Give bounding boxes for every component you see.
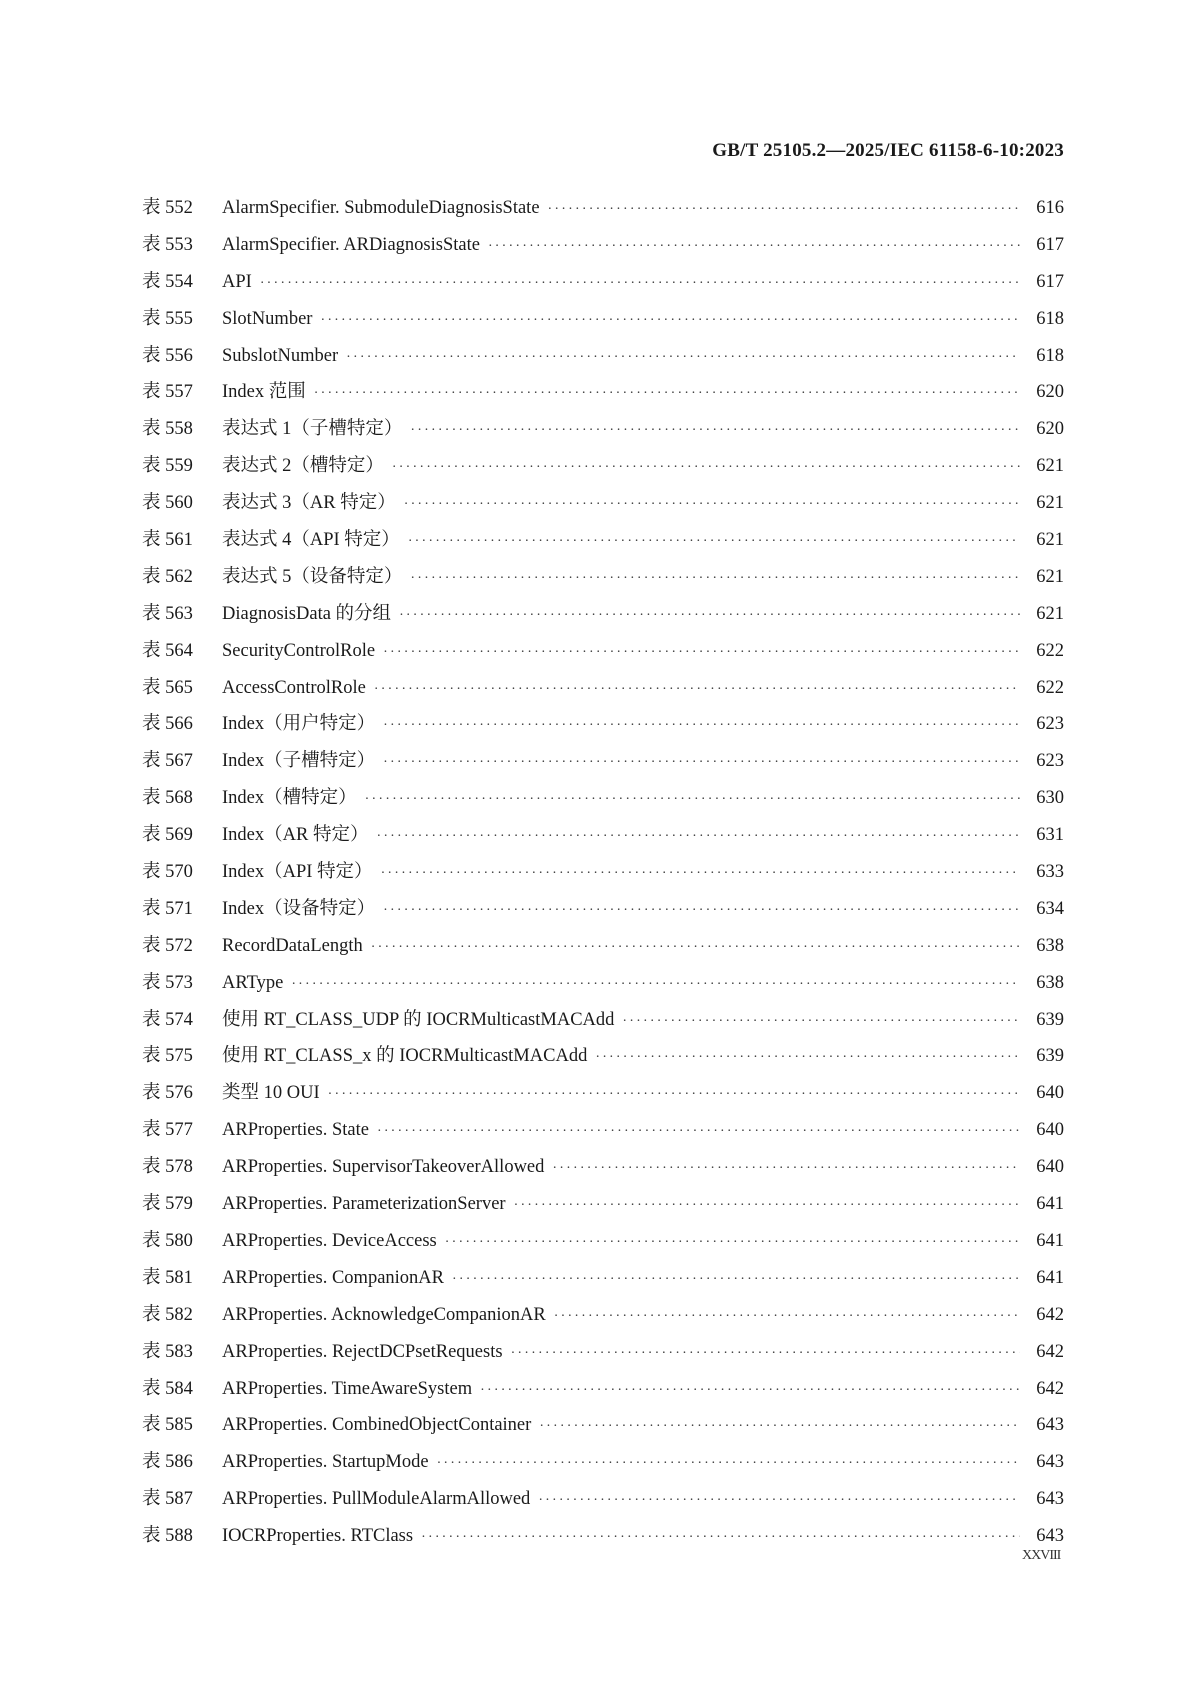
toc-entry-number: 表 572 bbox=[142, 935, 193, 956]
toc-entry-page: 622 bbox=[1036, 677, 1064, 698]
toc-entry-number: 表 586 bbox=[142, 1452, 193, 1473]
toc-entry-page: 630 bbox=[1036, 788, 1064, 809]
toc-entry-title: 表达式 4（API 特定） bbox=[222, 530, 400, 551]
toc-entry-number: 表 566 bbox=[142, 714, 193, 735]
toc-entry-page: 633 bbox=[1036, 862, 1064, 883]
toc-entry[interactable] bbox=[142, 743, 1064, 780]
toc-entry-title: Index（槽特定） bbox=[222, 788, 357, 809]
dot-leader bbox=[408, 524, 1020, 561]
toc-entry[interactable] bbox=[142, 1297, 1064, 1334]
toc-entry-title: ARProperties. TimeAwareSystem bbox=[222, 1378, 473, 1399]
dot-leader bbox=[383, 708, 1020, 745]
toc-entry-number: 表 552 bbox=[142, 198, 193, 218]
dot-leader bbox=[314, 376, 1020, 413]
toc-entry-title: ARProperties. DeviceAccess bbox=[222, 1230, 437, 1251]
toc-entry-number: 表 574 bbox=[142, 1009, 193, 1030]
toc-entry-number: 表 577 bbox=[142, 1120, 193, 1141]
toc-entry-page: 638 bbox=[1036, 972, 1064, 993]
dot-leader bbox=[383, 893, 1020, 930]
toc-entry-number: 表 564 bbox=[142, 640, 193, 661]
toc-entry-page: 640 bbox=[1036, 1083, 1064, 1104]
toc-entry-number: 表 575 bbox=[142, 1046, 193, 1067]
toc-entry-title: 使用 RT_CLASS_UDP 的 IOCRMulticastMACAdd bbox=[222, 1009, 615, 1030]
toc-entry-number: 表 567 bbox=[142, 751, 193, 772]
toc-entry-title: 表达式 2（槽特定） bbox=[222, 456, 384, 477]
toc-entry-title: SecurityControlRole bbox=[222, 640, 376, 661]
toc-entry-page: 616 bbox=[1036, 198, 1064, 218]
dot-leader bbox=[260, 266, 1020, 303]
toc-entry-title: AccessControlRole bbox=[222, 677, 366, 698]
dot-leader bbox=[371, 930, 1020, 967]
toc-entry-number: 表 587 bbox=[142, 1489, 193, 1510]
toc-entry-page: 621 bbox=[1036, 603, 1064, 624]
toc-entry-page: 623 bbox=[1036, 751, 1064, 772]
toc-entry-number: 表 585 bbox=[142, 1415, 193, 1436]
toc-entry-page: 642 bbox=[1036, 1341, 1064, 1362]
toc-entry[interactable] bbox=[142, 854, 1064, 891]
toc-entry-page: 622 bbox=[1036, 640, 1064, 661]
toc-entry[interactable] bbox=[142, 448, 1064, 485]
toc-entry-title: ARProperties. ParameterizationServer bbox=[222, 1194, 506, 1215]
toc-entry-title: Index 范围 bbox=[222, 382, 306, 403]
toc-entry-title: Index（设备特定） bbox=[222, 898, 376, 919]
dot-leader bbox=[410, 561, 1020, 598]
toc-entry-page: 641 bbox=[1036, 1194, 1064, 1215]
toc-entry-title: ARProperties. State bbox=[222, 1120, 369, 1141]
toc-entry-number: 表 553 bbox=[142, 234, 193, 255]
toc-entry-number: 表 588 bbox=[142, 1526, 193, 1547]
toc-entry-title: SubslotNumber bbox=[222, 345, 339, 366]
toc-entry-title: SlotNumber bbox=[222, 308, 313, 329]
toc-entry-page: 617 bbox=[1036, 234, 1064, 255]
toc-entry-page: 634 bbox=[1036, 898, 1064, 919]
toc-entry-title: 类型 10 OUI bbox=[222, 1083, 320, 1104]
dot-leader bbox=[554, 1299, 1020, 1336]
toc-entry-number: 表 581 bbox=[142, 1267, 193, 1288]
toc-entry-page: 640 bbox=[1036, 1157, 1064, 1178]
toc-entry-title: AlarmSpecifier. ARDiagnosisState bbox=[222, 234, 480, 255]
toc-entry-number: 表 583 bbox=[142, 1341, 193, 1362]
dot-leader bbox=[365, 782, 1020, 819]
toc-entry[interactable] bbox=[142, 1518, 1064, 1555]
toc-entry-page: 631 bbox=[1036, 825, 1064, 846]
dot-leader bbox=[595, 1040, 1020, 1077]
toc-entry-number: 表 557 bbox=[142, 382, 193, 403]
toc-entry[interactable] bbox=[142, 1407, 1064, 1444]
dot-leader bbox=[480, 1373, 1020, 1410]
toc-entry-page: 618 bbox=[1036, 345, 1064, 366]
dot-leader bbox=[437, 1446, 1020, 1483]
toc-entry-page: 638 bbox=[1036, 935, 1064, 956]
toc-entry-title: RecordDataLength bbox=[222, 935, 363, 956]
toc-entry[interactable] bbox=[142, 338, 1064, 375]
toc-entry[interactable] bbox=[142, 1075, 1064, 1112]
dot-leader bbox=[328, 1077, 1020, 1114]
toc-entry-title: AlarmSpecifier. SubmoduleDiagnosisState bbox=[222, 198, 540, 218]
toc-entry-title: ARProperties. SupervisorTakeoverAllowed bbox=[222, 1157, 545, 1178]
dot-leader bbox=[539, 1409, 1020, 1446]
toc-entry-number: 表 558 bbox=[142, 419, 193, 440]
toc-entry-title: Index（用户特定） bbox=[222, 714, 376, 735]
toc-entry-number: 表 571 bbox=[142, 898, 193, 919]
toc-entry-number: 表 562 bbox=[142, 566, 193, 587]
toc-entry-page: 620 bbox=[1036, 382, 1064, 403]
dot-leader bbox=[421, 1520, 1020, 1557]
table-of-contents bbox=[142, 190, 1064, 1555]
dot-leader bbox=[552, 1151, 1020, 1188]
toc-entry-number: 表 554 bbox=[142, 271, 193, 292]
toc-entry[interactable] bbox=[142, 1002, 1064, 1039]
dot-leader bbox=[383, 745, 1020, 782]
toc-entry[interactable] bbox=[142, 1371, 1064, 1408]
toc-entry-page: 642 bbox=[1036, 1378, 1064, 1399]
toc-entry-number: 表 570 bbox=[142, 862, 193, 883]
toc-entry-page: 618 bbox=[1036, 308, 1064, 329]
toc-entry[interactable] bbox=[142, 1260, 1064, 1297]
toc-entry-number: 表 580 bbox=[142, 1230, 193, 1251]
toc-entry[interactable] bbox=[142, 1334, 1064, 1371]
toc-entry-page: 621 bbox=[1036, 456, 1064, 477]
toc-entry-number: 表 582 bbox=[142, 1304, 193, 1325]
toc-entry-title: 使用 RT_CLASS_x 的 IOCRMulticastMACAdd bbox=[222, 1046, 588, 1067]
dot-leader bbox=[376, 819, 1020, 856]
toc-entry-number: 表 576 bbox=[142, 1083, 193, 1104]
toc-entry[interactable] bbox=[142, 1149, 1064, 1186]
dot-leader bbox=[399, 598, 1020, 635]
dot-leader bbox=[291, 967, 1020, 1004]
dot-leader bbox=[392, 450, 1020, 487]
toc-entry-title: API bbox=[222, 271, 252, 292]
toc-entry[interactable] bbox=[142, 301, 1064, 338]
toc-entry-number: 表 565 bbox=[142, 677, 193, 698]
toc-entry[interactable] bbox=[142, 928, 1064, 965]
toc-entry[interactable] bbox=[142, 522, 1064, 559]
toc-entry-page: 621 bbox=[1036, 530, 1064, 551]
dot-leader bbox=[488, 229, 1020, 266]
toc-entry[interactable] bbox=[142, 817, 1064, 854]
toc-entry-page: 642 bbox=[1036, 1304, 1064, 1325]
dot-leader bbox=[548, 192, 1020, 229]
dot-leader bbox=[346, 340, 1020, 377]
toc-entry-title: Index（子槽特定） bbox=[222, 751, 376, 772]
toc-entry-number: 表 559 bbox=[142, 456, 193, 477]
toc-entry-title: IOCRProperties. RTClass bbox=[222, 1526, 414, 1547]
toc-entry-page: 620 bbox=[1036, 419, 1064, 440]
toc-entry-page: 643 bbox=[1036, 1526, 1064, 1547]
toc-entry-number: 表 569 bbox=[142, 825, 193, 846]
toc-entry-number: 表 563 bbox=[142, 603, 193, 624]
toc-entry[interactable] bbox=[142, 190, 1064, 227]
toc-entry[interactable] bbox=[142, 1223, 1064, 1260]
dot-leader bbox=[377, 1114, 1020, 1151]
toc-entry[interactable] bbox=[142, 1444, 1064, 1481]
toc-entry[interactable] bbox=[142, 670, 1064, 707]
dot-leader bbox=[410, 413, 1020, 450]
toc-entry-page: 641 bbox=[1036, 1230, 1064, 1251]
dot-leader bbox=[511, 1336, 1020, 1373]
toc-entry[interactable] bbox=[142, 485, 1064, 522]
toc-entry-number: 表 556 bbox=[142, 345, 193, 366]
toc-entry-number: 表 579 bbox=[142, 1194, 193, 1215]
toc-entry-title: ARProperties. PullModuleAlarmAllowed bbox=[222, 1489, 531, 1510]
toc-entry-number: 表 555 bbox=[142, 308, 193, 329]
toc-entry-number: 表 568 bbox=[142, 788, 193, 809]
toc-entry[interactable] bbox=[142, 596, 1064, 633]
toc-entry-title: 表达式 3（AR 特定） bbox=[222, 493, 396, 514]
toc-entry-page: 617 bbox=[1036, 271, 1064, 292]
toc-entry-page: 643 bbox=[1036, 1452, 1064, 1473]
toc-entry[interactable] bbox=[142, 227, 1064, 264]
toc-entry-number: 表 578 bbox=[142, 1157, 193, 1178]
dot-leader bbox=[452, 1262, 1020, 1299]
toc-entry[interactable] bbox=[142, 965, 1064, 1002]
toc-entry-number: 表 573 bbox=[142, 972, 193, 993]
dot-leader bbox=[622, 1004, 1020, 1041]
dot-leader bbox=[383, 635, 1020, 672]
page-number: XXVIII bbox=[1022, 1548, 1061, 1563]
dot-leader bbox=[320, 303, 1020, 340]
toc-entry-title: DiagnosisData 的分组 bbox=[222, 603, 392, 624]
toc-entry[interactable] bbox=[142, 264, 1064, 301]
dot-leader bbox=[445, 1225, 1020, 1262]
toc-entry-title: 表达式 1（子槽特定） bbox=[222, 419, 403, 440]
dot-leader bbox=[514, 1188, 1020, 1225]
toc-entry[interactable] bbox=[142, 1186, 1064, 1223]
toc-entry-title: ARProperties. StartupMode bbox=[222, 1452, 429, 1473]
toc-entry-title: Index（API 特定） bbox=[222, 862, 373, 883]
toc-entry-title: ARProperties. CompanionAR bbox=[222, 1267, 444, 1288]
toc-entry-page: 621 bbox=[1036, 493, 1064, 514]
dot-leader bbox=[374, 672, 1020, 709]
dot-leader bbox=[381, 856, 1020, 893]
toc-entry-title: ARProperties. AcknowledgeCompanionAR bbox=[222, 1304, 546, 1325]
dot-leader bbox=[404, 487, 1020, 524]
toc-entry-page: 643 bbox=[1036, 1415, 1064, 1436]
toc-entry-title: Index（AR 特定） bbox=[222, 825, 369, 846]
toc-entry-title: 表达式 5（设备特定） bbox=[222, 566, 403, 587]
toc-entry-number: 表 561 bbox=[142, 530, 193, 551]
document-header: GB/T 25105.2—2025/IEC 61158-6-10:2023 bbox=[712, 140, 1064, 161]
dot-leader bbox=[538, 1483, 1020, 1520]
toc-entry[interactable] bbox=[142, 1112, 1064, 1149]
toc-entry-title: ARProperties. RejectDCPsetRequests bbox=[222, 1341, 503, 1362]
toc-entry-page: 623 bbox=[1036, 714, 1064, 735]
toc-entry[interactable] bbox=[142, 1038, 1064, 1075]
toc-entry-title: ARProperties. CombinedObjectContainer bbox=[222, 1415, 532, 1436]
toc-entry[interactable] bbox=[142, 374, 1064, 411]
toc-entry-number: 表 560 bbox=[142, 493, 193, 514]
toc-entry[interactable] bbox=[142, 559, 1064, 596]
toc-entry-page: 621 bbox=[1036, 566, 1064, 587]
toc-entry[interactable] bbox=[142, 1481, 1064, 1518]
toc-entry-page: 639 bbox=[1036, 1009, 1064, 1030]
toc-entry-page: 639 bbox=[1036, 1046, 1064, 1067]
toc-entry[interactable] bbox=[142, 411, 1064, 448]
toc-entry-page: 640 bbox=[1036, 1120, 1064, 1141]
toc-entry[interactable] bbox=[142, 706, 1064, 743]
toc-entry[interactable] bbox=[142, 891, 1064, 928]
toc-entry-number: 表 584 bbox=[142, 1378, 193, 1399]
toc-entry-page: 641 bbox=[1036, 1267, 1064, 1288]
toc-entry-title: ARType bbox=[222, 972, 284, 993]
toc-entry[interactable] bbox=[142, 633, 1064, 670]
toc-entry-page: 643 bbox=[1036, 1489, 1064, 1510]
toc-entry[interactable] bbox=[142, 780, 1064, 817]
